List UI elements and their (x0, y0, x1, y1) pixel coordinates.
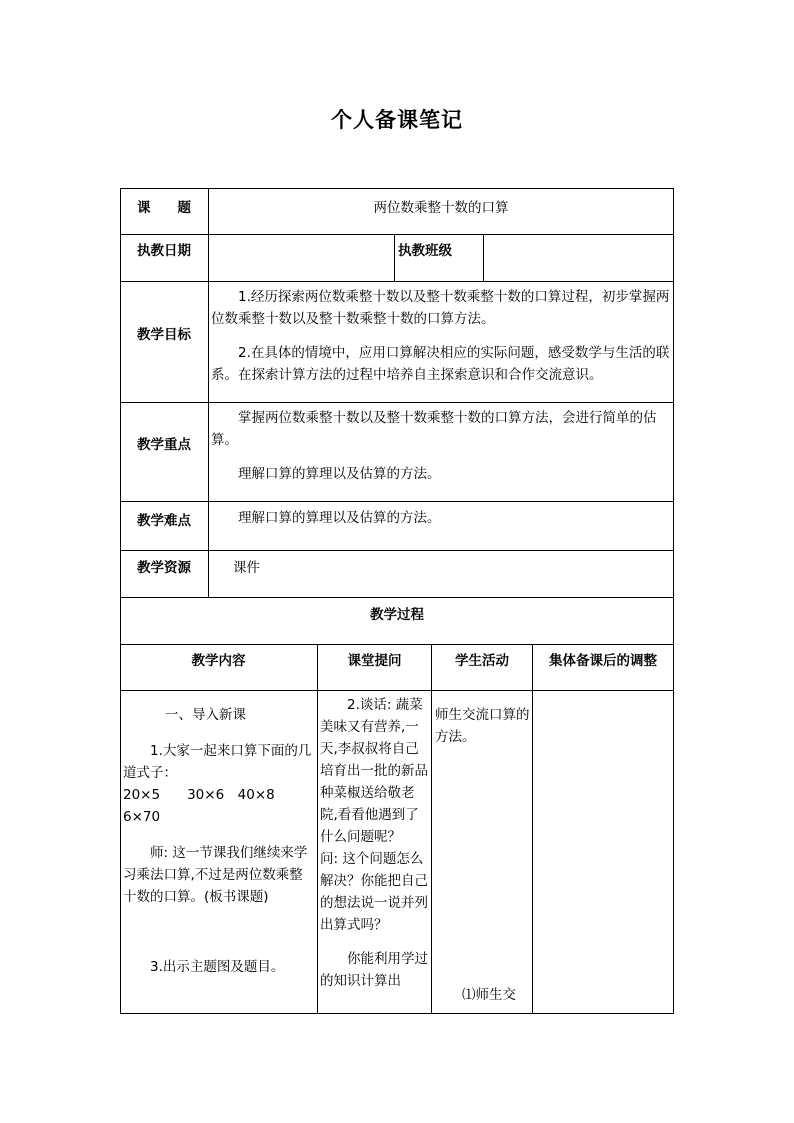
row-divider (120, 402, 674, 403)
row-divider (120, 690, 674, 691)
topic-value: 两位数乘整十数的口算 (373, 200, 509, 216)
process-column-divider (317, 644, 318, 1014)
questions-column (320, 694, 428, 992)
topic-label: 课 题 (137, 200, 191, 216)
column-header-questions: 课堂提问 (347, 653, 402, 669)
table-border-right (673, 188, 674, 1014)
process-label: 教学过程 (370, 607, 424, 623)
row-divider (120, 597, 674, 598)
date-row-divider (483, 234, 484, 281)
lesson-plan-table (120, 188, 674, 1014)
row-divider (120, 501, 674, 502)
table-border-top (120, 188, 674, 189)
goals-text (211, 286, 671, 386)
use-question: 你能利用学过的知识计算出 (320, 951, 428, 989)
activity-item: 师生交流口算的方法。 (435, 707, 530, 745)
row-divider (120, 550, 674, 551)
row-divider (120, 281, 674, 282)
key-points-text (211, 407, 671, 485)
table-border-bottom (120, 1013, 674, 1014)
goal-item: 2.在具体的情境中，应用口算解决相应的实际问题，感受数学与生活的联系。在探索计算方法的过程中培养自主探索意识和合作交流意识。 (211, 345, 670, 383)
key-point-item: 掌握两位数乘整十数以及整十数乘整十数的口算方法，会进行简单的估算。 (211, 410, 657, 448)
table-border-left (120, 188, 121, 1014)
key-points-label: 教学重点 (137, 437, 191, 453)
row-divider (120, 234, 674, 235)
label-column-divider (208, 188, 209, 597)
question-1: 1.大家一起来口算下面的几道式子： (123, 743, 312, 781)
activity-item-2: ⑴师生交 (462, 987, 516, 1003)
date-row-divider (394, 234, 395, 281)
activity-column (435, 704, 530, 748)
step-3: 3.出示主题图及题目。 (150, 959, 285, 975)
difficulty-text (211, 507, 671, 529)
process-column-divider (431, 644, 432, 1014)
difficulty-label: 教学难点 (137, 513, 191, 529)
key-point-item: 理解口算的算理以及估算的方法。 (238, 466, 441, 482)
content-column (123, 704, 315, 978)
goal-item: 1.经历探索两位数乘整十数以及整十数乘整十数的口算过程，初步掌握两位数乘整十数以及整十数乘整十数的口算方法。 (211, 289, 670, 327)
resource-label: 教学资源 (137, 560, 191, 576)
process-column-divider (532, 644, 533, 1014)
ask-question: 问: 这个问题怎么解决？你能把自己的想法说一说并列出算式吗？ (320, 851, 428, 933)
goals-label: 教学目标 (137, 327, 191, 343)
class-label: 执教班级 (398, 243, 452, 259)
column-header-content: 教学内容 (191, 653, 246, 669)
resource-value: 课件 (233, 560, 260, 576)
talk-question: 2.谈话: 蔬菜美味又有营养,一天,李叔叔将自己培育出一批的新品种菜椒送给敬老院,看看他遇到了什么问题呢？ (320, 697, 428, 845)
column-header-adjust: 集体备课后的调整 (549, 653, 657, 669)
teacher-note: 师: 这一节课我们继续来学习乘法口算,不过是两位数乘整十数的口算。(板书课题) (123, 845, 308, 905)
row-divider (120, 644, 674, 645)
column-header-activity: 学生活动 (455, 653, 509, 669)
intro-heading: 一、导入新课 (165, 707, 246, 723)
page-title: 个人备课笔记 (331, 108, 463, 132)
question-1-items: 20×5 30×6 40×8 6×70 (123, 787, 302, 825)
difficulty-value: 理解口算的算理以及估算的方法。 (238, 510, 441, 526)
date-label: 执教日期 (137, 243, 191, 259)
